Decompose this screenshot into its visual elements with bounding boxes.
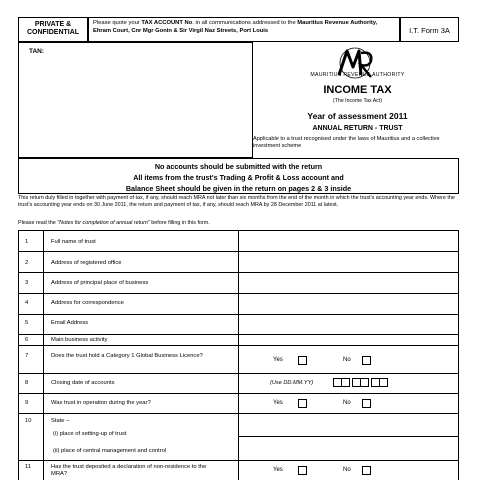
row-11-yes-label: Yes bbox=[273, 467, 283, 473]
quote-notice: Please quote your TAX ACCOUNT No. in all communications addressed to the Mauritius Revenue Authority, Ehram Court, Cnr Mgr Gonin & Sir Virgil Naz Streets, Port Louis bbox=[93, 20, 378, 34]
notice-line-1: No accounts should be submitted with the return bbox=[154, 162, 323, 171]
form-id-box bbox=[400, 17, 459, 42]
row-9-no-checkbox[interactable] bbox=[362, 399, 371, 408]
row-5-label: Email Address bbox=[51, 320, 89, 326]
applicable-note: Applicable to a trust recognised under the laws of Mauritius and a collective investment scheme bbox=[253, 136, 440, 149]
correspondence-input[interactable] bbox=[240, 295, 457, 313]
row-8-label: Closing date of accounts bbox=[51, 380, 115, 386]
business-activity-input[interactable] bbox=[240, 336, 457, 344]
row-rule bbox=[18, 345, 459, 346]
row-9-yes-checkbox[interactable] bbox=[298, 399, 307, 408]
row-6-label: Main business activity bbox=[51, 337, 108, 343]
date-format-hint: (Use DD.MM.YY) bbox=[270, 380, 314, 386]
row-3-num: 3 bbox=[25, 280, 29, 286]
row-7-num: 7 bbox=[25, 353, 29, 359]
email-input[interactable] bbox=[240, 316, 457, 333]
row-7-no-checkbox[interactable] bbox=[362, 356, 371, 365]
state-sub-rule bbox=[238, 436, 459, 437]
row-11-no-label: No bbox=[343, 467, 351, 473]
row-rule bbox=[18, 314, 459, 315]
answer-col-divider bbox=[238, 230, 239, 480]
row-9-no-label: No bbox=[343, 400, 351, 406]
registered-office-input[interactable] bbox=[240, 253, 457, 271]
row-9-label: Was trust in operation during the year? bbox=[51, 400, 151, 406]
setup-place-input[interactable] bbox=[240, 415, 457, 435]
row-1-label: Full name of trust bbox=[51, 239, 96, 245]
instructions-p2: Please read the "Notes for completion of annual return" before filling in this form. bbox=[18, 220, 210, 226]
row-11-no-checkbox[interactable] bbox=[362, 466, 371, 475]
row-9-num: 9 bbox=[25, 400, 29, 406]
row-10-num: 10 bbox=[25, 418, 32, 424]
row-4-label: Address for correspondence bbox=[51, 300, 124, 306]
row-4-num: 4 bbox=[25, 300, 29, 306]
row-7-label: Does the trust hold a Category 1 Global Business Licence? bbox=[51, 353, 203, 359]
annual-return-title: ANNUAL RETURN - TRUST bbox=[312, 125, 403, 132]
row-6-num: 6 bbox=[25, 337, 29, 343]
row-rule bbox=[18, 393, 459, 394]
date-digit-6[interactable] bbox=[379, 378, 388, 387]
row-rule bbox=[18, 293, 459, 294]
row-8-num: 8 bbox=[25, 380, 29, 386]
row-rule bbox=[18, 251, 459, 252]
confidential-label: CONFIDENTIAL bbox=[26, 29, 80, 36]
row-2-num: 2 bbox=[25, 260, 29, 266]
central-management-input[interactable] bbox=[240, 438, 457, 459]
row-rule bbox=[18, 373, 459, 374]
row-7-yes-checkbox[interactable] bbox=[298, 356, 307, 365]
tan-input[interactable] bbox=[40, 46, 240, 56]
row-rule bbox=[18, 413, 459, 414]
date-digit-4[interactable] bbox=[360, 378, 369, 387]
instructions-p1: This return duly filled in together with payment of tax, if any, should reach MRA not later than six months from the end of the month in which the trust's accounting year ends. Where the trust's accounting year ends on 30 June 2011, the return and payment of tax, if any, should reach MRA by 28 December 2011 at latest. bbox=[18, 195, 455, 208]
tan-box bbox=[18, 42, 253, 158]
row-rule bbox=[18, 460, 459, 461]
income-tax-title: INCOME TAX bbox=[323, 84, 392, 96]
act-label: (The Income Tax Act) bbox=[333, 98, 382, 104]
row-3-label: Address of principal place of business bbox=[51, 280, 149, 286]
row-11-label: Has the trust deposited a declaration of non-residence to the MRA? bbox=[51, 464, 207, 477]
form-id: I.T. Form 3A bbox=[409, 26, 450, 35]
state-item-i: (i) place of setting-up of trust bbox=[53, 431, 127, 437]
tan-label: TAN: bbox=[29, 48, 45, 55]
authority-name: MAURITIUS REVENUE AUTHORITY bbox=[310, 72, 405, 78]
num-col-divider bbox=[43, 230, 44, 480]
row-2-label: Address of registered office bbox=[51, 260, 122, 266]
private-confidential-box bbox=[18, 17, 88, 42]
notice-line-3: Balance Sheet should be given in the return on pages 2 & 3 inside bbox=[125, 184, 352, 193]
row-9-yes-label: Yes bbox=[273, 400, 283, 406]
quote-notice-box bbox=[88, 17, 400, 42]
row-11-yes-checkbox[interactable] bbox=[298, 466, 307, 475]
row-rule bbox=[18, 334, 459, 335]
row-10-label: State – bbox=[51, 418, 70, 424]
date-digit-2[interactable] bbox=[341, 378, 350, 387]
assessment-year: Year of assessment 2011 bbox=[307, 111, 408, 121]
row-7-no-label: No bbox=[343, 357, 351, 363]
full-name-input[interactable] bbox=[240, 232, 457, 250]
row-7-yes-label: Yes bbox=[273, 357, 283, 363]
notice-box bbox=[18, 158, 459, 194]
row-5-num: 5 bbox=[25, 320, 29, 326]
private-label: PRIVATE & bbox=[34, 21, 72, 28]
principal-place-input[interactable] bbox=[240, 274, 457, 292]
state-item-ii: (ii) place of central management and control bbox=[53, 448, 167, 454]
row-rule bbox=[18, 272, 459, 273]
row-1-num: 1 bbox=[25, 239, 29, 245]
row-11-num: 11 bbox=[25, 464, 32, 470]
notice-line-2: All items from the trust's Trading & Profit & Loss account and bbox=[133, 173, 344, 182]
